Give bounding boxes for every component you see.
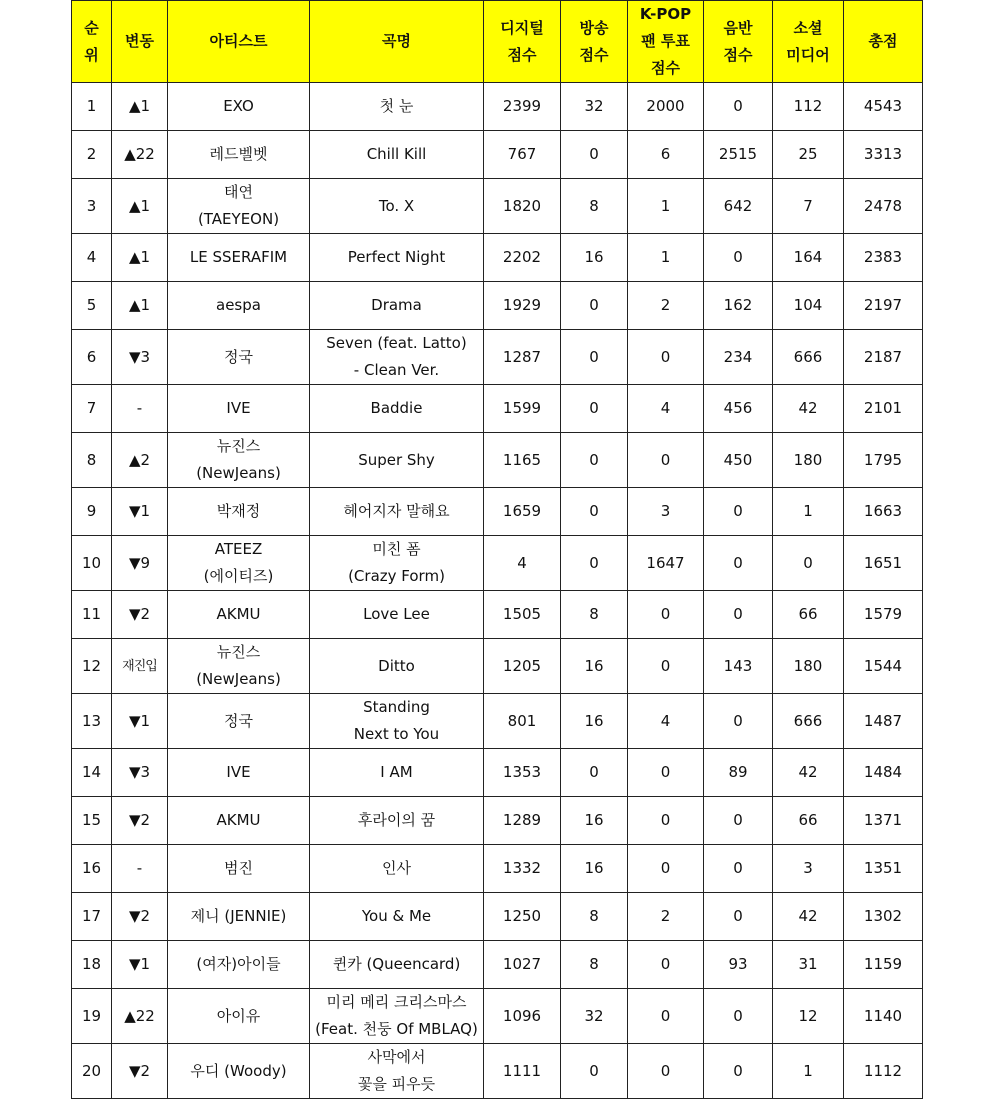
broadcast-score-cell: 8 (561, 591, 628, 639)
artist-cell: aespa (168, 282, 310, 330)
header-row (72, 1, 923, 83)
artist-cell: EXO (168, 83, 310, 131)
change-cell: ▲1 (112, 234, 168, 282)
header-rank: 순 위 (72, 1, 112, 83)
artist-cell: AKMU (168, 797, 310, 845)
broadcast-score-cell: 32 (561, 83, 628, 131)
header-broadcast: 방송 점수 (561, 1, 628, 83)
broadcast-score-cell: 0 (561, 131, 628, 179)
song-cell: 미친 폼 (Crazy Form) (310, 536, 484, 591)
change-cell: ▲1 (112, 282, 168, 330)
album-score-cell: 0 (704, 591, 773, 639)
total-score-cell: 2478 (844, 179, 923, 234)
table-row (72, 797, 923, 845)
song-cell: 첫 눈 (310, 83, 484, 131)
song-cell: Ditto (310, 639, 484, 694)
artist-cell: (여자)아이들 (168, 941, 310, 989)
change-cell: ▲1 (112, 179, 168, 234)
artist-cell: LE SSERAFIM (168, 234, 310, 282)
table-row (72, 1044, 923, 1099)
table-row (72, 639, 923, 694)
artist-cell: 뉴진스 (NewJeans) (168, 639, 310, 694)
rank-cell: 13 (72, 694, 112, 749)
song-cell: You & Me (310, 893, 484, 941)
song-cell: I AM (310, 749, 484, 797)
song-cell: 퀸카 (Queencard) (310, 941, 484, 989)
header-change: 변동 (112, 1, 168, 83)
total-score-cell: 1487 (844, 694, 923, 749)
rank-cell: 3 (72, 179, 112, 234)
table-row (72, 845, 923, 893)
social-media-score-cell: 42 (773, 893, 844, 941)
total-score-cell: 1484 (844, 749, 923, 797)
artist-cell: 우디 (Woody) (168, 1044, 310, 1099)
total-score-cell: 1651 (844, 536, 923, 591)
song-cell: Super Shy (310, 433, 484, 488)
digital-score-cell: 1353 (484, 749, 561, 797)
kpop-vote-score-cell: 0 (628, 591, 704, 639)
kpop-vote-score-cell: 6 (628, 131, 704, 179)
change-cell: ▲22 (112, 989, 168, 1044)
social-media-score-cell: 42 (773, 385, 844, 433)
album-score-cell: 456 (704, 385, 773, 433)
digital-score-cell: 1287 (484, 330, 561, 385)
change-cell: ▼2 (112, 1044, 168, 1099)
artist-cell: IVE (168, 385, 310, 433)
social-media-score-cell: 666 (773, 330, 844, 385)
album-score-cell: 0 (704, 694, 773, 749)
broadcast-score-cell: 0 (561, 330, 628, 385)
artist-cell: ATEEZ (에이티즈) (168, 536, 310, 591)
kpop-vote-score-cell: 0 (628, 989, 704, 1044)
kpop-vote-score-cell: 3 (628, 488, 704, 536)
kpop-vote-score-cell: 0 (628, 845, 704, 893)
album-score-cell: 2515 (704, 131, 773, 179)
artist-cell: 박재정 (168, 488, 310, 536)
rank-cell: 5 (72, 282, 112, 330)
header-album: 음반 점수 (704, 1, 773, 83)
broadcast-score-cell: 16 (561, 639, 628, 694)
digital-score-cell: 1165 (484, 433, 561, 488)
rank-cell: 7 (72, 385, 112, 433)
social-media-score-cell: 66 (773, 797, 844, 845)
change-cell: ▼2 (112, 893, 168, 941)
kpop-vote-score-cell: 4 (628, 385, 704, 433)
digital-score-cell: 1289 (484, 797, 561, 845)
kpop-vote-score-cell: 2 (628, 893, 704, 941)
social-media-score-cell: 164 (773, 234, 844, 282)
social-media-score-cell: 104 (773, 282, 844, 330)
song-cell: 사막에서 꽃을 피우듯 (310, 1044, 484, 1099)
kpop-vote-score-cell: 1 (628, 234, 704, 282)
kpop-vote-score-cell: 0 (628, 1044, 704, 1099)
table-row (72, 131, 923, 179)
broadcast-score-cell: 16 (561, 797, 628, 845)
table-row (72, 536, 923, 591)
broadcast-score-cell: 32 (561, 989, 628, 1044)
kpop-vote-score-cell: 0 (628, 941, 704, 989)
broadcast-score-cell: 0 (561, 1044, 628, 1099)
album-score-cell: 0 (704, 83, 773, 131)
header-social: 소셜 미디어 (773, 1, 844, 83)
album-score-cell: 93 (704, 941, 773, 989)
change-cell: ▲1 (112, 83, 168, 131)
kpop-vote-score-cell: 0 (628, 330, 704, 385)
social-media-score-cell: 66 (773, 591, 844, 639)
broadcast-score-cell: 16 (561, 694, 628, 749)
change-cell: ▼1 (112, 488, 168, 536)
change-cell: ▼2 (112, 591, 168, 639)
artist-cell: 정국 (168, 694, 310, 749)
table-row (72, 179, 923, 234)
digital-score-cell: 1659 (484, 488, 561, 536)
table-row (72, 989, 923, 1044)
broadcast-score-cell: 8 (561, 893, 628, 941)
digital-score-cell: 1250 (484, 893, 561, 941)
song-cell: Drama (310, 282, 484, 330)
rank-cell: 2 (72, 131, 112, 179)
digital-score-cell: 1929 (484, 282, 561, 330)
artist-cell: AKMU (168, 591, 310, 639)
rank-cell: 10 (72, 536, 112, 591)
song-cell: Perfect Night (310, 234, 484, 282)
change-cell: ▼1 (112, 694, 168, 749)
rank-cell: 17 (72, 893, 112, 941)
digital-score-cell: 1205 (484, 639, 561, 694)
header-song: 곡명 (310, 1, 484, 83)
kpop-vote-score-cell: 0 (628, 433, 704, 488)
rank-cell: 6 (72, 330, 112, 385)
kpop-vote-score-cell: 1647 (628, 536, 704, 591)
artist-cell: IVE (168, 749, 310, 797)
album-score-cell: 234 (704, 330, 773, 385)
digital-score-cell: 2399 (484, 83, 561, 131)
rank-cell: 4 (72, 234, 112, 282)
kpop-vote-score-cell: 0 (628, 639, 704, 694)
broadcast-score-cell: 0 (561, 282, 628, 330)
digital-score-cell: 1096 (484, 989, 561, 1044)
header-digital: 디지털 점수 (484, 1, 561, 83)
rank-cell: 8 (72, 433, 112, 488)
broadcast-score-cell: 0 (561, 536, 628, 591)
table-row (72, 941, 923, 989)
digital-score-cell: 1332 (484, 845, 561, 893)
total-score-cell: 1371 (844, 797, 923, 845)
total-score-cell: 1159 (844, 941, 923, 989)
total-score-cell: 3313 (844, 131, 923, 179)
album-score-cell: 143 (704, 639, 773, 694)
social-media-score-cell: 666 (773, 694, 844, 749)
change-cell: ▼3 (112, 330, 168, 385)
table-row (72, 83, 923, 131)
digital-score-cell: 1111 (484, 1044, 561, 1099)
total-score-cell: 2197 (844, 282, 923, 330)
kpop-vote-score-cell: 0 (628, 797, 704, 845)
table-row (72, 234, 923, 282)
total-score-cell: 1795 (844, 433, 923, 488)
change-cell: - (112, 845, 168, 893)
change-cell: ▼2 (112, 797, 168, 845)
artist-cell: 범진 (168, 845, 310, 893)
digital-score-cell: 1505 (484, 591, 561, 639)
rank-cell: 9 (72, 488, 112, 536)
album-score-cell: 0 (704, 234, 773, 282)
social-media-score-cell: 31 (773, 941, 844, 989)
broadcast-score-cell: 0 (561, 385, 628, 433)
kpop-vote-score-cell: 0 (628, 749, 704, 797)
total-score-cell: 1112 (844, 1044, 923, 1099)
song-cell: Chill Kill (310, 131, 484, 179)
rank-cell: 15 (72, 797, 112, 845)
change-cell: ▼3 (112, 749, 168, 797)
social-media-score-cell: 42 (773, 749, 844, 797)
album-score-cell: 642 (704, 179, 773, 234)
album-score-cell: 0 (704, 1044, 773, 1099)
social-media-score-cell: 7 (773, 179, 844, 234)
song-cell: To. X (310, 179, 484, 234)
album-score-cell: 0 (704, 797, 773, 845)
album-score-cell: 162 (704, 282, 773, 330)
album-score-cell: 89 (704, 749, 773, 797)
kpop-vote-score-cell: 2 (628, 282, 704, 330)
digital-score-cell: 4 (484, 536, 561, 591)
change-cell: ▲22 (112, 131, 168, 179)
header-kpop-vote: K-POP 팬 투표 점수 (628, 1, 704, 83)
broadcast-score-cell: 8 (561, 179, 628, 234)
rank-cell: 19 (72, 989, 112, 1044)
table-row (72, 749, 923, 797)
table-row (72, 694, 923, 749)
change-cell: 재진입 (112, 639, 168, 694)
song-cell: Baddie (310, 385, 484, 433)
digital-score-cell: 801 (484, 694, 561, 749)
digital-score-cell: 767 (484, 131, 561, 179)
artist-cell: 제니 (JENNIE) (168, 893, 310, 941)
social-media-score-cell: 25 (773, 131, 844, 179)
change-cell: ▼1 (112, 941, 168, 989)
social-media-score-cell: 112 (773, 83, 844, 131)
rank-cell: 12 (72, 639, 112, 694)
table-row (72, 282, 923, 330)
artist-cell: 정국 (168, 330, 310, 385)
total-score-cell: 1351 (844, 845, 923, 893)
table-row (72, 385, 923, 433)
total-score-cell: 1579 (844, 591, 923, 639)
digital-score-cell: 1599 (484, 385, 561, 433)
rank-cell: 14 (72, 749, 112, 797)
social-media-score-cell: 12 (773, 989, 844, 1044)
song-cell: 후라이의 꿈 (310, 797, 484, 845)
broadcast-score-cell: 8 (561, 941, 628, 989)
broadcast-score-cell: 16 (561, 234, 628, 282)
song-cell: 미리 메리 크리스마스 (Feat. 천둥 Of MBLAQ) (310, 989, 484, 1044)
header-artist: 아티스트 (168, 1, 310, 83)
album-score-cell: 0 (704, 989, 773, 1044)
social-media-score-cell: 3 (773, 845, 844, 893)
song-cell: Love Lee (310, 591, 484, 639)
kpop-vote-score-cell: 1 (628, 179, 704, 234)
change-cell: ▲2 (112, 433, 168, 488)
broadcast-score-cell: 0 (561, 749, 628, 797)
digital-score-cell: 1027 (484, 941, 561, 989)
rank-cell: 1 (72, 83, 112, 131)
total-score-cell: 2101 (844, 385, 923, 433)
artist-cell: 아이유 (168, 989, 310, 1044)
song-cell: 인사 (310, 845, 484, 893)
total-score-cell: 1302 (844, 893, 923, 941)
digital-score-cell: 1820 (484, 179, 561, 234)
song-cell: Seven (feat. Latto) - Clean Ver. (310, 330, 484, 385)
song-cell: Standing Next to You (310, 694, 484, 749)
album-score-cell: 0 (704, 536, 773, 591)
artist-cell: 태연 (TAEYEON) (168, 179, 310, 234)
change-cell: - (112, 385, 168, 433)
social-media-score-cell: 180 (773, 433, 844, 488)
album-score-cell: 0 (704, 845, 773, 893)
broadcast-score-cell: 0 (561, 488, 628, 536)
broadcast-score-cell: 16 (561, 845, 628, 893)
header-total: 총점 (844, 1, 923, 83)
total-score-cell: 1544 (844, 639, 923, 694)
table-row (72, 433, 923, 488)
total-score-cell: 2187 (844, 330, 923, 385)
table-row (72, 893, 923, 941)
social-media-score-cell: 0 (773, 536, 844, 591)
song-cell: 헤어지자 말해요 (310, 488, 484, 536)
rank-cell: 16 (72, 845, 112, 893)
social-media-score-cell: 1 (773, 488, 844, 536)
broadcast-score-cell: 0 (561, 433, 628, 488)
change-cell: ▼9 (112, 536, 168, 591)
digital-score-cell: 2202 (484, 234, 561, 282)
total-score-cell: 1663 (844, 488, 923, 536)
album-score-cell: 0 (704, 893, 773, 941)
table-row (72, 330, 923, 385)
table-row (72, 488, 923, 536)
table-row (72, 591, 923, 639)
ranking-table (71, 0, 923, 1099)
album-score-cell: 450 (704, 433, 773, 488)
total-score-cell: 1140 (844, 989, 923, 1044)
social-media-score-cell: 1 (773, 1044, 844, 1099)
total-score-cell: 2383 (844, 234, 923, 282)
kpop-vote-score-cell: 2000 (628, 83, 704, 131)
total-score-cell: 4543 (844, 83, 923, 131)
rank-cell: 20 (72, 1044, 112, 1099)
artist-cell: 레드벨벳 (168, 131, 310, 179)
social-media-score-cell: 180 (773, 639, 844, 694)
artist-cell: 뉴진스 (NewJeans) (168, 433, 310, 488)
kpop-vote-score-cell: 4 (628, 694, 704, 749)
rank-cell: 18 (72, 941, 112, 989)
rank-cell: 11 (72, 591, 112, 639)
album-score-cell: 0 (704, 488, 773, 536)
